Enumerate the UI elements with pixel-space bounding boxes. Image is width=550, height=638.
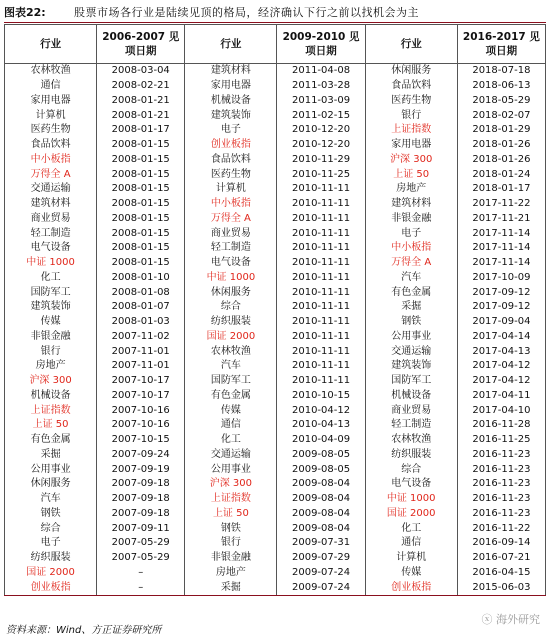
cell-industry-3: 建筑材料 bbox=[365, 197, 457, 212]
cell-peak-2006-2007: 2007-09-18 bbox=[97, 477, 185, 492]
cell-industry-3: 商业贸易 bbox=[365, 403, 457, 418]
cell-peak-2009-2010: 2010-11-11 bbox=[277, 344, 365, 359]
cell-peak-2006-2007: – bbox=[97, 580, 185, 595]
cell-peak-2016-2017: 2017-11-21 bbox=[457, 212, 545, 227]
cell-peak-2009-2010: 2010-04-09 bbox=[277, 433, 365, 448]
cell-industry-2: 上证指数 bbox=[185, 492, 277, 507]
table-row bbox=[5, 433, 546, 448]
cell-peak-2016-2017: 2017-04-13 bbox=[457, 344, 545, 359]
cell-industry-3: 中小板指 bbox=[365, 241, 457, 256]
cell-peak-2009-2010: 2010-11-29 bbox=[277, 153, 365, 168]
cell-peak-2006-2007: 2007-09-18 bbox=[97, 507, 185, 522]
cell-peak-2009-2010: 2010-04-12 bbox=[277, 403, 365, 418]
cell-industry-2: 万得全 A bbox=[185, 212, 277, 227]
cell-peak-2016-2017: 2018-01-17 bbox=[457, 182, 545, 197]
cell-peak-2016-2017: 2017-11-14 bbox=[457, 226, 545, 241]
cell-industry-3: 有色金属 bbox=[365, 285, 457, 300]
table-body bbox=[5, 64, 546, 596]
cell-peak-2009-2010: 2010-11-11 bbox=[277, 271, 365, 286]
watermark: ⓧ 海外研究 bbox=[481, 613, 540, 626]
cell-industry-1: 钢铁 bbox=[5, 507, 97, 522]
peak-dates-table bbox=[4, 24, 546, 596]
cell-peak-2009-2010: 2010-11-11 bbox=[277, 197, 365, 212]
table-row bbox=[5, 448, 546, 463]
cell-industry-3: 采掘 bbox=[365, 300, 457, 315]
cell-industry-2: 电子 bbox=[185, 123, 277, 138]
cell-peak-2006-2007: 2007-05-29 bbox=[97, 536, 185, 551]
cell-industry-2: 有色金属 bbox=[185, 389, 277, 404]
cell-industry-3: 上证指数 bbox=[365, 123, 457, 138]
cell-industry-1: 公用事业 bbox=[5, 462, 97, 477]
cell-industry-3: 通信 bbox=[365, 536, 457, 551]
cell-peak-2009-2010: 2010-12-20 bbox=[277, 138, 365, 153]
table-row bbox=[5, 123, 546, 138]
cell-industry-1: 化工 bbox=[5, 271, 97, 286]
cell-peak-2016-2017: 2017-04-12 bbox=[457, 359, 545, 374]
source-note: 资料来源：Wind、方正证券研究所 bbox=[6, 625, 162, 636]
table-row bbox=[5, 492, 546, 507]
cell-industry-2: 家用电器 bbox=[185, 79, 277, 94]
cell-peak-2006-2007: 2008-01-15 bbox=[97, 212, 185, 227]
cell-peak-2016-2017: 2017-09-12 bbox=[457, 285, 545, 300]
cell-peak-2006-2007: 2007-10-16 bbox=[97, 403, 185, 418]
cell-peak-2016-2017: 2016-09-14 bbox=[457, 536, 545, 551]
table-row bbox=[5, 167, 546, 182]
cell-peak-2016-2017: 2018-07-18 bbox=[457, 64, 545, 79]
cell-industry-1: 沪深 300 bbox=[5, 374, 97, 389]
table-row bbox=[5, 374, 546, 389]
cell-industry-3: 中证 1000 bbox=[365, 492, 457, 507]
cell-industry-1: 交通运输 bbox=[5, 182, 97, 197]
cell-peak-2009-2010: 2009-08-04 bbox=[277, 521, 365, 536]
cell-industry-3: 非银金融 bbox=[365, 212, 457, 227]
cell-industry-1: 非银金融 bbox=[5, 330, 97, 345]
cell-peak-2009-2010: 2010-04-13 bbox=[277, 418, 365, 433]
cell-peak-2006-2007: 2008-01-03 bbox=[97, 315, 185, 330]
cell-industry-3: 食品饮料 bbox=[365, 79, 457, 94]
cell-industry-1: 中小板指 bbox=[5, 153, 97, 168]
cell-industry-3: 医药生物 bbox=[365, 94, 457, 109]
cell-peak-2009-2010: 2009-08-05 bbox=[277, 462, 365, 477]
table-row bbox=[5, 330, 546, 345]
cell-industry-3: 综合 bbox=[365, 462, 457, 477]
figure-label: 图表22: bbox=[4, 6, 46, 19]
table-row bbox=[5, 536, 546, 551]
cell-peak-2006-2007: 2007-11-01 bbox=[97, 359, 185, 374]
cell-industry-2: 轻工制造 bbox=[185, 241, 277, 256]
cell-peak-2009-2010: 2011-03-28 bbox=[277, 79, 365, 94]
table-row bbox=[5, 153, 546, 168]
cell-industry-2: 非银金融 bbox=[185, 551, 277, 566]
cell-industry-1: 建筑装饰 bbox=[5, 300, 97, 315]
cell-peak-2016-2017: 2018-01-29 bbox=[457, 123, 545, 138]
cell-peak-2006-2007: 2007-09-24 bbox=[97, 448, 185, 463]
cell-peak-2006-2007: 2008-01-15 bbox=[97, 138, 185, 153]
table-row bbox=[5, 256, 546, 271]
cell-industry-2: 公用事业 bbox=[185, 462, 277, 477]
cell-peak-2016-2017: 2017-10-09 bbox=[457, 271, 545, 286]
table-row bbox=[5, 403, 546, 418]
cell-industry-2: 钢铁 bbox=[185, 521, 277, 536]
table-row bbox=[5, 138, 546, 153]
cell-industry-3: 上证 50 bbox=[365, 167, 457, 182]
table-row bbox=[5, 418, 546, 433]
cell-peak-2009-2010: 2010-11-11 bbox=[277, 226, 365, 241]
cell-industry-2: 建筑材料 bbox=[185, 64, 277, 79]
cell-peak-2016-2017: 2017-04-10 bbox=[457, 403, 545, 418]
cell-peak-2006-2007: 2008-01-07 bbox=[97, 300, 185, 315]
cell-industry-3: 机械设备 bbox=[365, 389, 457, 404]
cell-peak-2009-2010: 2011-02-15 bbox=[277, 108, 365, 123]
cell-industry-2: 沪深 300 bbox=[185, 477, 277, 492]
cell-peak-2009-2010: 2009-08-04 bbox=[277, 507, 365, 522]
cell-industry-1: 医药生物 bbox=[5, 123, 97, 138]
cell-peak-2006-2007: 2008-01-21 bbox=[97, 94, 185, 109]
cell-peak-2006-2007: 2007-11-02 bbox=[97, 330, 185, 345]
table-row bbox=[5, 344, 546, 359]
cell-industry-3: 计算机 bbox=[365, 551, 457, 566]
cell-peak-2009-2010: 2010-11-11 bbox=[277, 300, 365, 315]
cell-industry-3: 纺织服装 bbox=[365, 448, 457, 463]
cell-peak-2006-2007: 2008-01-08 bbox=[97, 285, 185, 300]
cell-industry-2: 创业板指 bbox=[185, 138, 277, 153]
table-row bbox=[5, 566, 546, 581]
table-row bbox=[5, 226, 546, 241]
cell-peak-2009-2010: 2009-08-05 bbox=[277, 448, 365, 463]
cell-industry-2: 中小板指 bbox=[185, 197, 277, 212]
cell-peak-2009-2010: 2010-11-11 bbox=[277, 212, 365, 227]
cell-industry-2: 传媒 bbox=[185, 403, 277, 418]
cell-peak-2016-2017: 2017-04-12 bbox=[457, 374, 545, 389]
cell-industry-3: 化工 bbox=[365, 521, 457, 536]
cell-industry-3: 钢铁 bbox=[365, 315, 457, 330]
cell-peak-2006-2007: 2008-01-10 bbox=[97, 271, 185, 286]
cell-peak-2009-2010: 2009-08-04 bbox=[277, 492, 365, 507]
cell-peak-2006-2007: 2008-01-15 bbox=[97, 197, 185, 212]
cell-industry-2: 国防军工 bbox=[185, 374, 277, 389]
cell-industry-3: 家用电器 bbox=[365, 138, 457, 153]
cell-industry-1: 休闲服务 bbox=[5, 477, 97, 492]
cell-industry-2: 交通运输 bbox=[185, 448, 277, 463]
cell-industry-1: 上证 50 bbox=[5, 418, 97, 433]
cell-peak-2006-2007: 2007-10-16 bbox=[97, 418, 185, 433]
cell-industry-2: 中证 1000 bbox=[185, 271, 277, 286]
table-row bbox=[5, 212, 546, 227]
cell-peak-2016-2017: 2017-04-14 bbox=[457, 330, 545, 345]
table-row bbox=[5, 182, 546, 197]
cell-peak-2016-2017: 2018-05-29 bbox=[457, 94, 545, 109]
cell-peak-2009-2010: 2009-07-31 bbox=[277, 536, 365, 551]
cell-industry-3: 创业板指 bbox=[365, 580, 457, 595]
cell-peak-2016-2017: 2016-11-22 bbox=[457, 521, 545, 536]
cell-industry-1: 国证 2000 bbox=[5, 566, 97, 581]
table-row bbox=[5, 64, 546, 79]
cell-industry-1: 万得全 A bbox=[5, 167, 97, 182]
header-peak-2006-2007: 2006-2007 见 项日期 bbox=[97, 25, 185, 64]
cell-industry-3: 建筑装饰 bbox=[365, 359, 457, 374]
cell-peak-2006-2007: 2008-01-21 bbox=[97, 108, 185, 123]
table-row bbox=[5, 197, 546, 212]
cell-peak-2006-2007: 2008-01-15 bbox=[97, 256, 185, 271]
table-row bbox=[5, 477, 546, 492]
cell-peak-2009-2010: 2010-11-11 bbox=[277, 241, 365, 256]
cell-industry-3: 银行 bbox=[365, 108, 457, 123]
table-row bbox=[5, 300, 546, 315]
cell-peak-2006-2007: 2007-09-18 bbox=[97, 492, 185, 507]
cell-industry-1: 农林牧渔 bbox=[5, 64, 97, 79]
cell-industry-1: 家用电器 bbox=[5, 94, 97, 109]
cell-peak-2009-2010: 2010-11-11 bbox=[277, 330, 365, 345]
cell-industry-3: 电子 bbox=[365, 226, 457, 241]
table-row bbox=[5, 580, 546, 595]
header-industry-2: 行业 bbox=[185, 25, 277, 64]
cell-industry-3: 房地产 bbox=[365, 182, 457, 197]
header-peak-2009-2010: 2009-2010 见项日期 bbox=[277, 25, 365, 64]
cell-industry-1: 传媒 bbox=[5, 315, 97, 330]
cell-peak-2016-2017: 2017-04-11 bbox=[457, 389, 545, 404]
cell-industry-2: 房地产 bbox=[185, 566, 277, 581]
cell-industry-3: 公用事业 bbox=[365, 330, 457, 345]
cell-peak-2006-2007: 2008-01-15 bbox=[97, 153, 185, 168]
cell-peak-2009-2010: 2010-10-15 bbox=[277, 389, 365, 404]
cell-peak-2009-2010: 2010-11-11 bbox=[277, 256, 365, 271]
table-header-row bbox=[5, 25, 546, 64]
cell-peak-2009-2010: 2010-11-11 bbox=[277, 359, 365, 374]
cell-industry-2: 商业贸易 bbox=[185, 226, 277, 241]
cell-peak-2009-2010: 2011-03-09 bbox=[277, 94, 365, 109]
cell-industry-2: 计算机 bbox=[185, 182, 277, 197]
cell-peak-2006-2007: 2007-10-17 bbox=[97, 389, 185, 404]
cell-peak-2016-2017: 2018-06-13 bbox=[457, 79, 545, 94]
cell-industry-3: 国防军工 bbox=[365, 374, 457, 389]
cell-industry-2: 采掘 bbox=[185, 580, 277, 595]
cell-peak-2016-2017: 2016-04-15 bbox=[457, 566, 545, 581]
cell-peak-2016-2017: 2018-01-26 bbox=[457, 138, 545, 153]
table-row bbox=[5, 94, 546, 109]
cell-industry-1: 电子 bbox=[5, 536, 97, 551]
cell-industry-2: 机械设备 bbox=[185, 94, 277, 109]
cell-peak-2016-2017: 2017-09-12 bbox=[457, 300, 545, 315]
cell-industry-3: 传媒 bbox=[365, 566, 457, 581]
table-row bbox=[5, 507, 546, 522]
cell-industry-2: 农林牧渔 bbox=[185, 344, 277, 359]
cell-industry-1: 机械设备 bbox=[5, 389, 97, 404]
cell-industry-1: 银行 bbox=[5, 344, 97, 359]
cell-industry-1: 采掘 bbox=[5, 448, 97, 463]
cell-industry-1: 中证 1000 bbox=[5, 256, 97, 271]
cell-industry-3: 休闲服务 bbox=[365, 64, 457, 79]
cell-peak-2016-2017: 2018-01-24 bbox=[457, 167, 545, 182]
cell-peak-2016-2017: 2016-11-23 bbox=[457, 448, 545, 463]
cell-industry-2: 国证 2000 bbox=[185, 330, 277, 345]
cell-industry-2: 食品饮料 bbox=[185, 153, 277, 168]
cell-peak-2016-2017: 2018-01-26 bbox=[457, 153, 545, 168]
cell-peak-2009-2010: 2009-07-29 bbox=[277, 551, 365, 566]
cell-industry-1: 有色金属 bbox=[5, 433, 97, 448]
cell-industry-1: 电气设备 bbox=[5, 241, 97, 256]
cell-peak-2006-2007: 2007-10-15 bbox=[97, 433, 185, 448]
table-row bbox=[5, 521, 546, 536]
table-row bbox=[5, 108, 546, 123]
cell-industry-1: 综合 bbox=[5, 521, 97, 536]
cell-industry-3: 交通运输 bbox=[365, 344, 457, 359]
cell-peak-2006-2007: 2008-01-15 bbox=[97, 167, 185, 182]
table-row bbox=[5, 241, 546, 256]
cell-industry-1: 轻工制造 bbox=[5, 226, 97, 241]
cell-industry-2: 上证 50 bbox=[185, 507, 277, 522]
cell-peak-2006-2007: 2007-09-11 bbox=[97, 521, 185, 536]
cell-industry-1: 建筑材料 bbox=[5, 197, 97, 212]
table-row bbox=[5, 79, 546, 94]
cell-industry-3: 轻工制造 bbox=[365, 418, 457, 433]
cell-peak-2016-2017: 2016-07-21 bbox=[457, 551, 545, 566]
cell-peak-2016-2017: 2017-09-04 bbox=[457, 315, 545, 330]
cell-peak-2009-2010: 2009-07-24 bbox=[277, 580, 365, 595]
cell-peak-2009-2010: 2010-11-11 bbox=[277, 285, 365, 300]
cell-peak-2009-2010: 2011-04-08 bbox=[277, 64, 365, 79]
cell-industry-1: 食品饮料 bbox=[5, 138, 97, 153]
cell-industry-2: 建筑装饰 bbox=[185, 108, 277, 123]
cell-peak-2006-2007: – bbox=[97, 566, 185, 581]
cell-peak-2016-2017: 2018-02-07 bbox=[457, 108, 545, 123]
table-row bbox=[5, 359, 546, 374]
header-industry-3: 行业 bbox=[365, 25, 457, 64]
cell-peak-2016-2017: 2016-11-23 bbox=[457, 507, 545, 522]
cell-industry-3: 电气设备 bbox=[365, 477, 457, 492]
cell-peak-2016-2017: 2016-11-23 bbox=[457, 477, 545, 492]
cell-peak-2006-2007: 2007-05-29 bbox=[97, 551, 185, 566]
table-row bbox=[5, 315, 546, 330]
cell-industry-2: 汽车 bbox=[185, 359, 277, 374]
cell-peak-2006-2007: 2008-02-21 bbox=[97, 79, 185, 94]
cell-peak-2009-2010: 2010-11-11 bbox=[277, 182, 365, 197]
cell-peak-2006-2007: 2008-01-17 bbox=[97, 123, 185, 138]
cell-industry-2: 银行 bbox=[185, 536, 277, 551]
cell-peak-2009-2010: 2010-11-25 bbox=[277, 167, 365, 182]
table-row bbox=[5, 551, 546, 566]
cell-industry-3: 沪深 300 bbox=[365, 153, 457, 168]
cell-industry-1: 汽车 bbox=[5, 492, 97, 507]
cell-industry-1: 上证指数 bbox=[5, 403, 97, 418]
cell-industry-2: 综合 bbox=[185, 300, 277, 315]
cell-industry-2: 电气设备 bbox=[185, 256, 277, 271]
cell-industry-3: 国证 2000 bbox=[365, 507, 457, 522]
figure-title-bar bbox=[4, 2, 546, 23]
cell-peak-2016-2017: 2017-11-14 bbox=[457, 256, 545, 271]
cell-peak-2009-2010: 2010-11-11 bbox=[277, 374, 365, 389]
table-row bbox=[5, 271, 546, 286]
table-row bbox=[5, 389, 546, 404]
cell-industry-1: 计算机 bbox=[5, 108, 97, 123]
cell-peak-2009-2010: 2010-11-11 bbox=[277, 315, 365, 330]
header-peak-2016-2017: 2016-2017 见 项日期 bbox=[457, 25, 545, 64]
cell-peak-2016-2017: 2016-11-23 bbox=[457, 492, 545, 507]
figure-title: 股票市场各行业是陆续见顶的格局，经济确认下行之前以找机会为主 bbox=[74, 6, 419, 19]
cell-industry-1: 国防军工 bbox=[5, 285, 97, 300]
cell-peak-2016-2017: 2017-11-22 bbox=[457, 197, 545, 212]
cell-peak-2006-2007: 2008-03-04 bbox=[97, 64, 185, 79]
table-row bbox=[5, 285, 546, 300]
cell-industry-2: 通信 bbox=[185, 418, 277, 433]
cell-industry-3: 万得全 A bbox=[365, 256, 457, 271]
cell-peak-2016-2017: 2016-11-28 bbox=[457, 418, 545, 433]
cell-industry-1: 商业贸易 bbox=[5, 212, 97, 227]
cell-peak-2006-2007: 2007-10-17 bbox=[97, 374, 185, 389]
cell-industry-2: 休闲服务 bbox=[185, 285, 277, 300]
cell-peak-2016-2017: 2015-06-03 bbox=[457, 580, 545, 595]
table-row bbox=[5, 462, 546, 477]
cell-peak-2016-2017: 2016-11-25 bbox=[457, 433, 545, 448]
cell-peak-2006-2007: 2007-11-01 bbox=[97, 344, 185, 359]
cell-industry-2: 医药生物 bbox=[185, 167, 277, 182]
header-industry-1: 行业 bbox=[5, 25, 97, 64]
cell-peak-2006-2007: 2008-01-15 bbox=[97, 226, 185, 241]
cell-industry-3: 汽车 bbox=[365, 271, 457, 286]
cell-peak-2009-2010: 2009-07-24 bbox=[277, 566, 365, 581]
cell-peak-2009-2010: 2009-08-04 bbox=[277, 477, 365, 492]
cell-peak-2016-2017: 2016-11-23 bbox=[457, 462, 545, 477]
cell-industry-1: 创业板指 bbox=[5, 580, 97, 595]
cell-industry-3: 农林牧渔 bbox=[365, 433, 457, 448]
cell-peak-2016-2017: 2017-11-14 bbox=[457, 241, 545, 256]
cell-peak-2009-2010: 2010-12-20 bbox=[277, 123, 365, 138]
cell-industry-1: 房地产 bbox=[5, 359, 97, 374]
cell-peak-2006-2007: 2008-01-15 bbox=[97, 241, 185, 256]
cell-industry-1: 纺织服装 bbox=[5, 551, 97, 566]
cell-peak-2006-2007: 2007-09-19 bbox=[97, 462, 185, 477]
cell-industry-2: 化工 bbox=[185, 433, 277, 448]
cell-industry-1: 通信 bbox=[5, 79, 97, 94]
cell-industry-2: 纺织服装 bbox=[185, 315, 277, 330]
cell-peak-2006-2007: 2008-01-15 bbox=[97, 182, 185, 197]
